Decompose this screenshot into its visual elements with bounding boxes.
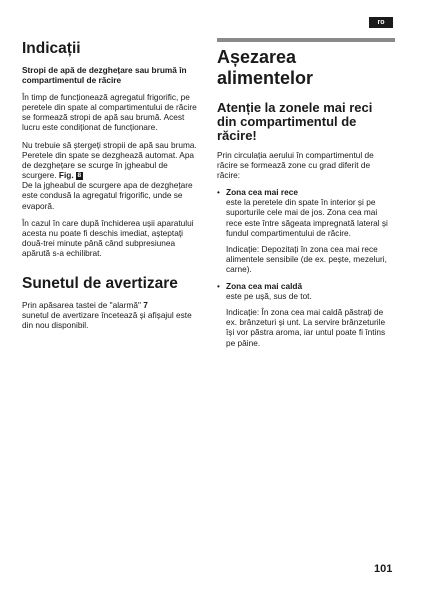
bullet-icon: • <box>217 187 220 198</box>
alarm-key-number: 7 <box>143 300 148 310</box>
paragraph-intro-zone: Prin circulația aerului în compartimentul de răcire se formează zone cu grad diferit de răcire: <box>217 150 374 181</box>
bullet-title: Zona cea mai rece <box>226 187 298 198</box>
bullet-title: Zona cea mai caldă <box>226 281 303 292</box>
paragraph-dezghetare <box>22 140 197 211</box>
bullet-note: Indicație: Depozitați în zona cea mai rece alimentele sensibile (de ex. pește, mezeluri, carne). <box>226 243 387 274</box>
section-title-sunet: Sunetul de avertizare <box>22 275 178 292</box>
language-badge: ro <box>369 17 393 28</box>
section-title-indicatii: Indicații <box>22 40 81 57</box>
paragraph-dezghetare-text: Nu trebuie să ștergeți stropii de apă sau bruma. Peretele din spate se dezghează automat. Apa de dezghețare se scurge în jgheabul de scurgere. <box>22 139 197 180</box>
bullet-text: este la peretele din spate în interior și pe suporturile cele mai de jos. Zona cea mai rece este între săgeata impregnată lateral și fundul compartimentului de răcire. <box>226 197 388 238</box>
list-item-zona-calda <box>217 281 395 348</box>
alarm-text-post: sunetul de avertizare încetează și afișajul este din nou disponibil. <box>22 310 192 331</box>
subsection-title-stropi: Stropi de apă de dezghețare sau brumă în compartimentul de răcire <box>22 65 187 86</box>
section-divider <box>217 38 395 42</box>
alarm-text-pre: Prin apăsarea tastei de "alarmă" <box>22 300 141 310</box>
figure-number-badge: 8 <box>77 172 82 180</box>
paragraph-dezghetare-rest: De la jgheabul de scurgere apa de dezghețare este condusă la agregatul frigorific, unde se evaporă. <box>22 180 193 211</box>
paragraph-agregat: În timp de funcționează agregatul frigorific, pe peretele din spate al compartimentului de răcire se formează stropi de apă sau brumă. Acest lucru este condiționat de funcționare. <box>22 92 197 133</box>
list-item-zona-rece <box>217 187 395 274</box>
bullet-note: Indicație: În zona cea mai caldă păstrați de ex. brânzeturi și unt. La servire brânzeturile își vor păstra aroma, iar untul poate fi întins pe pâine. <box>226 307 386 348</box>
bullet-text: este pe ușă, sus de tot. <box>226 291 312 302</box>
page-number: 101 <box>374 563 393 575</box>
subsection-title-zone: Atenție la zonele mai reci din compartimentul de răcire! <box>217 100 373 143</box>
paragraph-alarma <box>22 300 197 330</box>
figure-ref-label: Fig. <box>58 169 74 180</box>
right-column <box>217 38 395 355</box>
left-column <box>22 38 197 337</box>
section-title-asezare: Așezarea alimentelor <box>217 47 314 88</box>
paragraph-usa: În cazul în care după închiderea ușii aparatului acesta nu poate fi deschis imediat, așteptați două-trei minute până când subpresiunea apărută s-a echilibrat. <box>22 217 194 258</box>
bullet-icon: • <box>217 281 220 292</box>
